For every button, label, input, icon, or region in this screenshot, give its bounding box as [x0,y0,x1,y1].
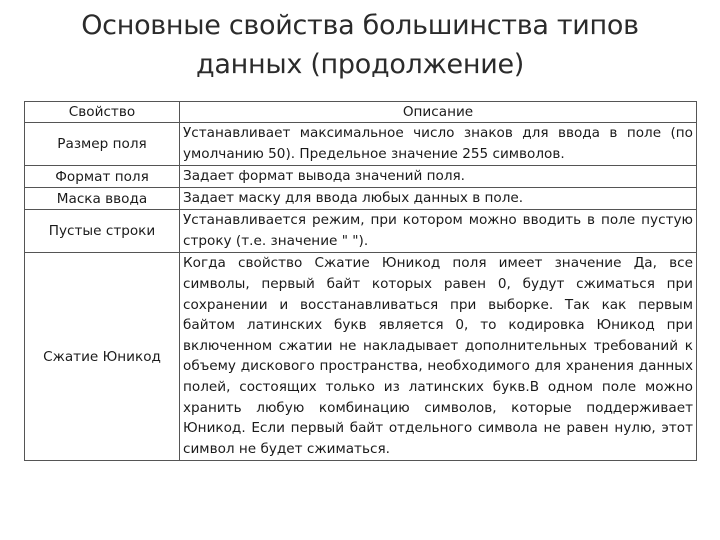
description-cell: Задает формат вывода значений поля. [180,166,697,188]
table-row [25,166,697,188]
table-row [25,210,697,253]
table-row [25,188,697,210]
properties-table [24,101,697,461]
table-header-row [25,102,697,123]
property-cell: Формат поля [25,166,180,188]
property-cell: Размер поля [25,123,180,166]
table-row [25,253,697,461]
property-cell: Пустые строки [25,210,180,253]
description-cell: Задает маску для ввода любых данных в поле. [180,188,697,210]
description-cell: Когда свойство Сжатие Юникод поля имеет значение Да, все символы, первый байт которых равен 0, будут сжиматься при сохранении и восстанавливаться при выборке. Так как первым байтом латинских букв является 0, то кодировка Юникод при включенном сжатии не накладывает дополнительных требований к объему дискового пространства, необходимого для хранения данных полей, состоящих только из латинских букв.В одном поле можно хранить любую комбинацию символов, которые поддерживает Юникод. Если первый байт отдельного символа не равен нулю, этот символ не будет сжиматься. [180,253,697,461]
table-row [25,123,697,166]
property-cell: Маска ввода [25,188,180,210]
description-cell: Устанавливает максимальное число знаков для ввода в поле (по умолчанию 50). Предельное значение 255 символов. [180,123,697,166]
property-cell: Сжатие Юникод [25,253,180,461]
header-property: Свойство [25,102,180,123]
header-description: Описание [180,102,697,123]
description-cell: Устанавливается режим, при котором можно вводить в поле пустую строку (т.е. значение " "). [180,210,697,253]
page-title: Основные свойства большинства типов данных (продолжение) [81,10,639,80]
